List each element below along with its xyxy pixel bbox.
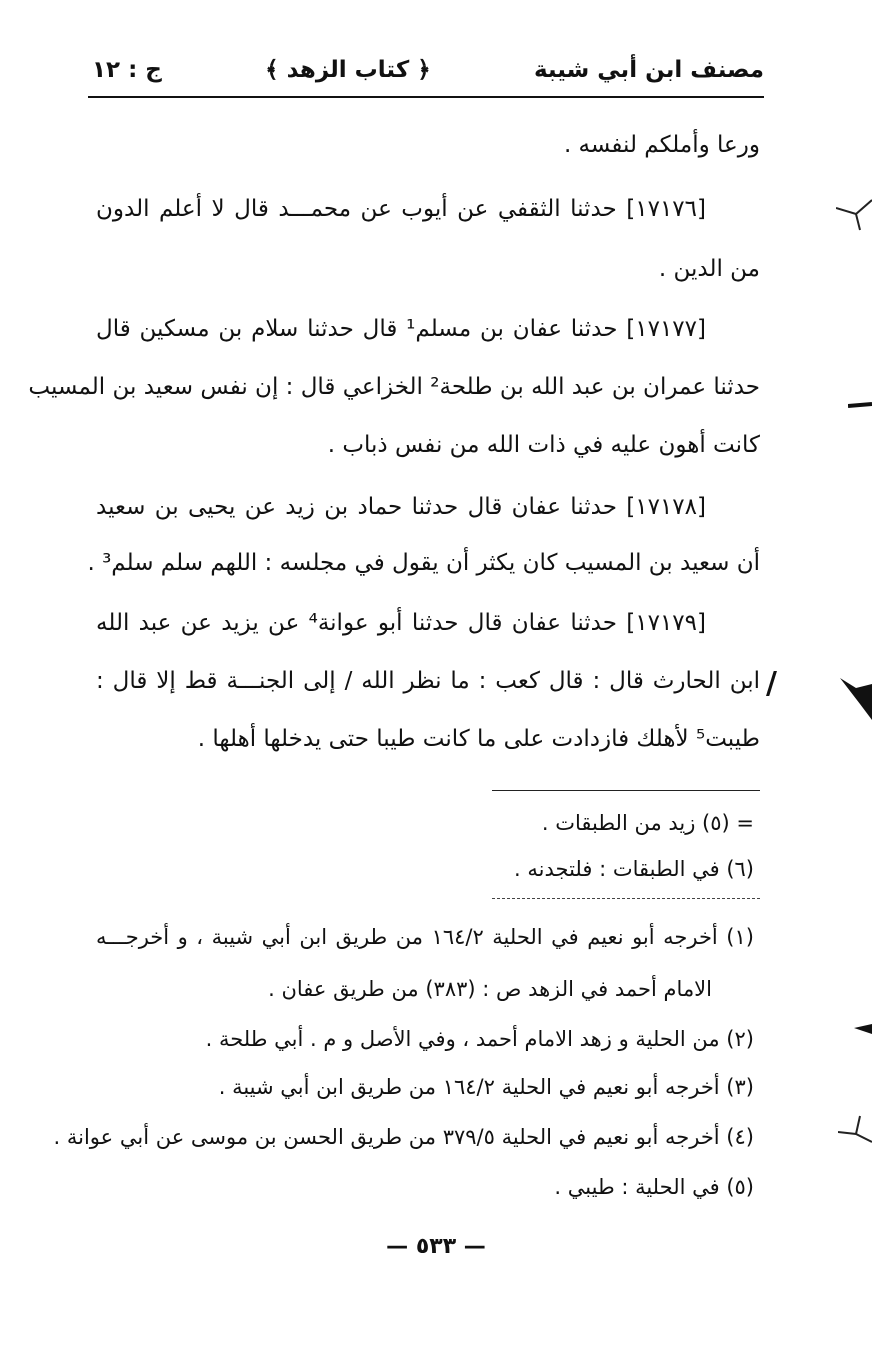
footnote-line: (٦) في الطبقات : فلتجدنه . (514, 857, 754, 881)
body-line: من الدين . (658, 256, 760, 282)
footnote-line: (١) أخرجه أبو نعيم في الحلية ١٦٤/٢ من طريق ابن أبي شيبة ، و أخرجـــه (96, 925, 754, 949)
body-line: حدثنا عمران بن عبد الله بن طلحة² الخزاعي قال : إن نفس سعيد بن المسيب (28, 374, 760, 400)
footnote-line: (٣) أخرجه أبو نعيم في الحلية ١٦٤/٢ من طريق ابن أبي شيبة . (218, 1075, 754, 1099)
body-line: ورعا وأملكم لنفسه . (563, 132, 760, 158)
body-line: كانت أهون عليه في ذات الله من نفس ذباب . (327, 432, 760, 458)
scan-edge-mark (836, 196, 872, 232)
body-line: [١٧١٧٨] حدثنا عفان قال حدثنا حماد بن زيد عن يحيى بن سعيد (96, 494, 706, 520)
scan-edge-mark (838, 1112, 872, 1152)
page-header (92, 48, 764, 92)
footnote-line: = (٥) زيد من الطبقات . (541, 811, 754, 835)
volume-number: ج : ١٢ (92, 57, 162, 83)
body-line: طيبت⁵ لأهلك فازدادت على ما كانت طيبا حتى يدخلها أهلها . (197, 726, 760, 752)
footnote-separator-dashed (492, 898, 760, 899)
book-title: مصنف ابن أبي شيبة (533, 57, 764, 83)
body-line: [١٧١٧٧] حدثنا عفان بن مسلم¹ قال حدثنا سلام بن مسكين قال (96, 316, 706, 342)
folio-marker: / (766, 666, 777, 701)
scan-edge-mark (840, 668, 872, 720)
footnote-separator (492, 790, 760, 791)
chapter-title: ﴿ كتاب الزهد ﴾ (265, 57, 431, 83)
header-rule (88, 96, 764, 98)
footnote-line: (٥) في الحلية : طيبي . (554, 1175, 754, 1199)
page-number: — ٥٣٣ — (386, 1234, 486, 1259)
scan-edge-mark (852, 1016, 872, 1040)
footnote-line: (٤) أخرجه أبو نعيم في الحلية ٣٧٩/٥ من طريق الحسن بن موسى عن أبي عوانة . (53, 1125, 754, 1149)
body-line: [١٧١٧٩] حدثنا عفان قال حدثنا أبو عوانة⁴ عن يزيد عن عبد الله (96, 610, 706, 636)
body-line: ابن الحارث قال : قال كعب : ما نظر الله / إلى الجنـــة قط إلا قال : (96, 668, 760, 694)
footnote-line: (٢) من الحلية و زهد الامام أحمد ، وفي الأصل و م . أبي طلحة . (205, 1027, 754, 1051)
footnote-line: الامام أحمد في الزهد ص : (٣٨٣) من طريق عفان . (268, 977, 712, 1001)
scan-edge-mark (848, 396, 872, 416)
body-line: أن سعيد بن المسيب كان يكثر أن يقول في مجلسه : اللهم سلم سلم³ . (87, 550, 760, 576)
body-line: [١٧١٧٦] حدثنا الثقفي عن أيوب عن محمـــد قال لا أعلم الدون (96, 196, 706, 222)
